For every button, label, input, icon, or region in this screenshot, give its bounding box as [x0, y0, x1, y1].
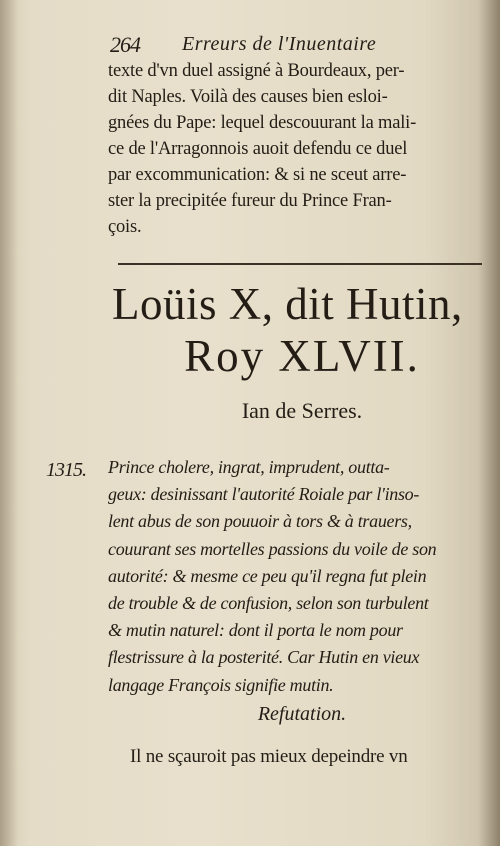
margin-year-note: 1315.: [46, 459, 86, 481]
quotation-line: & mutin naturel: dont il porta le nom pour: [108, 620, 403, 641]
italic-quotation: [108, 454, 488, 699]
quotation-line: couurant ses mortelles passions du voile de son: [108, 538, 437, 559]
body-line: ster la precipitée fureur du Prince Fran-: [108, 191, 392, 211]
page-number: 264: [110, 32, 140, 57]
quotation-line: de trouble & de confusion, selon son turbulent: [108, 593, 429, 614]
quotation-line: langage François signifie mutin.: [108, 674, 334, 695]
quotation-line: lent abus de son pouuoir à tors & à trauers,: [108, 511, 412, 532]
body-line: çois.: [108, 217, 142, 237]
body-paragraph: [108, 58, 488, 240]
body-line: gnées du Pape: lequel descouurant la mali-: [108, 113, 417, 133]
page-header: [110, 32, 490, 58]
body-line: dit Naples. Voilà des causes bien esloi-: [108, 87, 388, 107]
body-line: par excommunication: & si ne sceut arre-: [108, 165, 407, 185]
body-line: ce de l'Arragonnois auoit defendu ce duel: [108, 139, 408, 159]
quotation-line: autorité: & mesme ce peu qu'il regna fut plein: [108, 565, 427, 586]
quotation-line: flestrissure à la posterité. Car Hutin en vieux: [108, 647, 420, 668]
chapter-title-line2: Roy XLVII.: [184, 331, 420, 381]
quotation-line: geux: desinissant l'autorité Roiale par l'inso-: [108, 484, 420, 505]
running-head: Erreurs de l'Inuentaire: [182, 33, 377, 55]
chapter-title-line1: Loüis X, dit Hutin,: [112, 279, 463, 329]
body-line-final: Il ne sçauroit pas mieux depeindre vn: [130, 746, 408, 767]
chapter-author: Ian de Serres.: [241, 398, 363, 423]
section-divider: [118, 263, 482, 265]
page-gutter-shadow: [0, 0, 18, 846]
quotation-line: Prince cholere, ingrat, imprudent, outta-: [108, 457, 390, 477]
body-line: texte d'vn duel assigné à Bourdeaux, per-: [108, 61, 405, 81]
refutation-heading: Refutation.: [257, 703, 347, 725]
